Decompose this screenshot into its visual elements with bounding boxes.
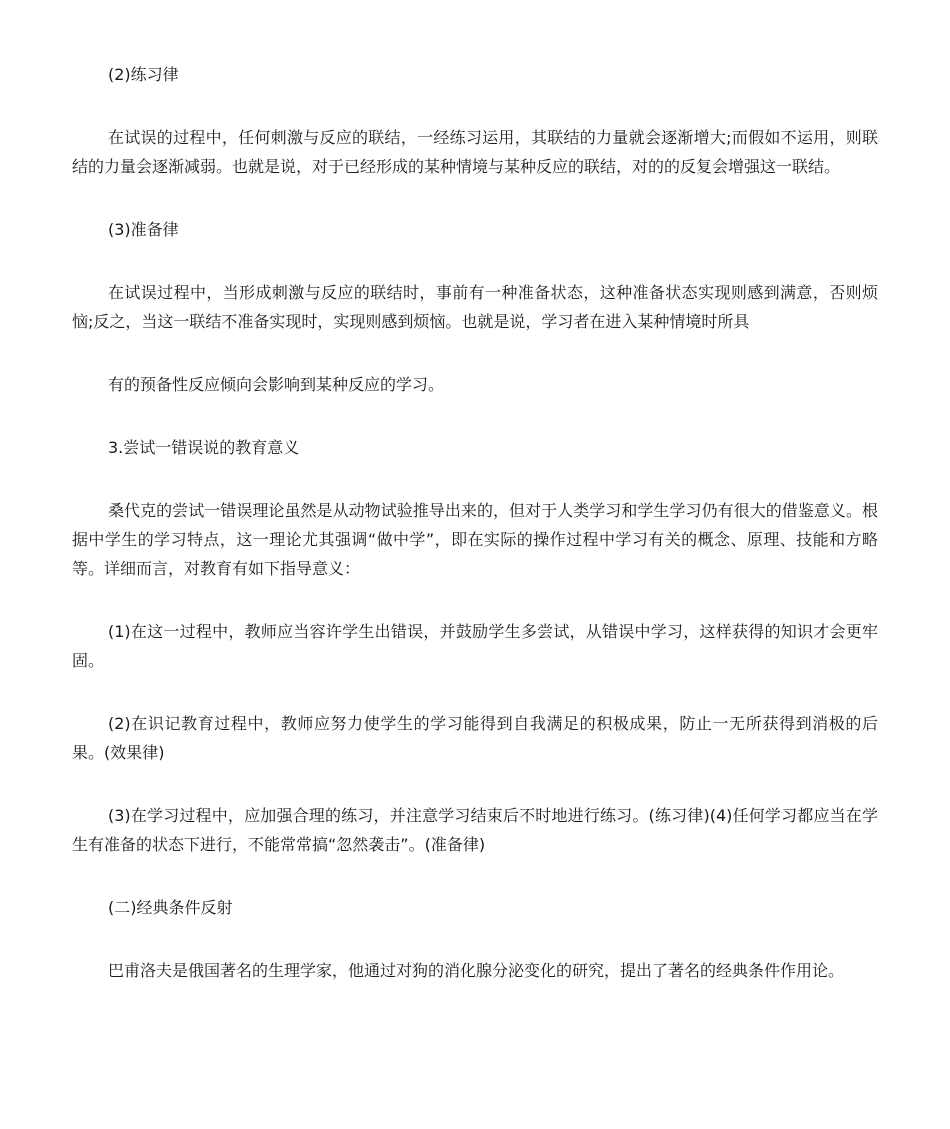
paragraph-readiness-law: 在试误过程中，当形成刺激与反应的联结时，事前有一种准备状态，这种准备状态实现则感到满意，否则烦恼;反之，当这一联结不准备实现时，实现则感到烦恼。也就是说，学习者在进入某种情境时所具 xyxy=(72,283,878,331)
heading-practice-law: (2)练习律 xyxy=(108,65,179,84)
paragraph-thorndike-theory: 桑代克的尝试一错误理论虽然是从动物试验推导出来的，但对于人类学习和学生学习仍有很大的借鉴意义。根据中学生的学习特点，这一理论尤其强调“做中学”，即在实际的操作过程中学习有关的概念、原理、技能和方略等。详细而言，对教育有如下指导意义： xyxy=(72,501,878,578)
heading-classical-conditioning: (二)经典条件反射 xyxy=(108,898,233,917)
paragraph-point-1: (1)在这一过程中，教师应当容许学生出错误，并鼓励学生多尝试，从错误中学习，这样获得的知识才会更牢固。 xyxy=(72,622,878,670)
paragraph-pavlov: 巴甫洛夫是俄国著名的生理学家，他通过对狗的消化腺分泌变化的研究，提出了著名的经典条件作用论。 xyxy=(108,961,845,980)
paragraph-point-3-4: (3)在学习过程中，应加强合理的练习，并注意学习结束后不时地进行练习。(练习律)(4)任何学习都应当在学生有准备的状态下进行，不能常常搞“忽然袭击”。(准备律) xyxy=(72,806,878,854)
paragraph-point-2: (2)在识记教育过程中，教师应努力使学生的学习能得到自我满足的积极成果，防止一无所获得到消极的后果。(效果律) xyxy=(72,714,878,762)
paragraph-readiness-continued: 有的预备性反应倾向会影响到某种反应的学习。 xyxy=(108,375,445,394)
heading-educational-significance: 3.尝试一错误说的教育意义 xyxy=(108,438,300,457)
paragraph-practice-law: 在试误的过程中，任何刺激与反应的联结，一经练习运用，其联结的力量就会逐渐增大;而假如不运用，则联结的力量会逐渐减弱。也就是说，对于已经形成的某种情境与某种反应的联结，对的的反复会增强这一联结。 xyxy=(72,128,878,176)
document-page xyxy=(72,60,878,985)
heading-readiness-law: (3)准备律 xyxy=(108,220,179,239)
